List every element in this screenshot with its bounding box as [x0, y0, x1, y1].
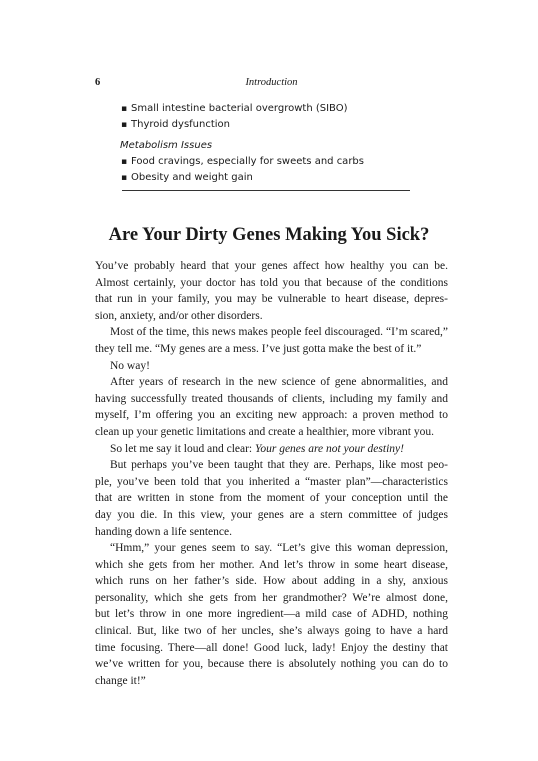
running-head-title: Introduction	[245, 77, 298, 88]
page-number: 6	[95, 77, 101, 88]
list-item	[120, 101, 420, 117]
bullet-icon: ▪	[121, 104, 128, 114]
text-line: that are written in stone from the moment of your conception until the	[95, 492, 448, 505]
text-line: So let me say it loud and clear: Your genes are not your destiny!	[95, 441, 448, 458]
list-item-text: Thyroid dysfunction	[131, 119, 231, 130]
text-line: Almost certainly, your doctor has told you that because of the conditions	[95, 276, 448, 289]
text-line: clinical. But, like two of her uncles, she’s always going to have a hard	[95, 625, 448, 638]
text-line: But perhaps you’ve been taught that they are. Perhaps, like most peo-	[110, 459, 448, 472]
symptom-box	[120, 101, 420, 186]
text-line: they tell me. “My genes are a mess. I’ve just gotta make the best of it.”	[95, 342, 422, 355]
section-divider	[122, 190, 410, 191]
text-line: handing down a life sentence.	[95, 525, 232, 538]
text-line: having successfully treated thousands of clients, including my family and	[95, 392, 448, 405]
text-line: ple, you’ve been told that you inherited a “master plan”—characteristics	[95, 475, 448, 488]
list-item-text: Food cravings, especially for sweets and carbs	[131, 156, 364, 167]
list-item-text: Small intestine bacterial overgrowth (SIBO)	[131, 103, 348, 114]
text-line: “Hmm,” your genes seem to say. “Let’s give this woman depression,	[110, 542, 448, 555]
text-line: time focusing. There—all done! Good luck, lady! Enjoy the destiny that	[95, 641, 448, 654]
body-text	[95, 258, 448, 689]
running-head	[95, 77, 448, 91]
bullet-icon: ▪	[121, 157, 128, 167]
text-line: personality, which she gets from her grandmother? We’re almost done,	[95, 591, 448, 604]
bullet-icon: ▪	[121, 173, 128, 183]
emphasis-text: Your genes are not your destiny!	[255, 442, 404, 455]
chapter-title: Are Your Dirty Genes Making You Sick?	[108, 225, 430, 245]
text-line: but let’s throw in one more ingredient—a mild case of ADHD, nothing	[95, 608, 448, 621]
list-item-text: Obesity and weight gain	[131, 172, 253, 183]
box-subhead: Metabolism Issues	[120, 140, 213, 151]
text-line: You’ve probably heard that your genes affect how healthy you can be.	[95, 260, 448, 272]
text-line: which she gets from her mother. And let’s throw in some heart disease,	[95, 558, 448, 571]
list-item	[120, 154, 420, 170]
text-line: clean up your genetic limitations and create a healthier, more vibrant you.	[95, 425, 434, 438]
list-item	[120, 117, 420, 133]
text-line: change it!”	[95, 674, 146, 687]
list-item	[120, 170, 420, 186]
text-line: Most of the time, this news makes people feel discouraged. “I’m scared,”	[110, 326, 448, 339]
text-line: day you die. In this view, your genes are a stern committee of judges	[95, 508, 448, 521]
text-line: After years of research in the new science of gene abnormalities, and	[110, 376, 448, 389]
text-line: which runs on her father’s side. How about adding in a shy, anxious	[95, 575, 448, 588]
text-line: sion, anxiety, and/or other disorders.	[95, 309, 263, 322]
text-line: that run in your family, you may be vulnerable to heart disease, depres-	[95, 293, 448, 306]
text-line: No way!	[110, 359, 150, 372]
text-line: myself, I’m offering you an exciting new approach: a proven method to	[95, 409, 448, 422]
text-line: we’ve written for you, because there is absolutely nothing you can do to	[95, 658, 448, 671]
bullet-icon: ▪	[121, 120, 128, 130]
